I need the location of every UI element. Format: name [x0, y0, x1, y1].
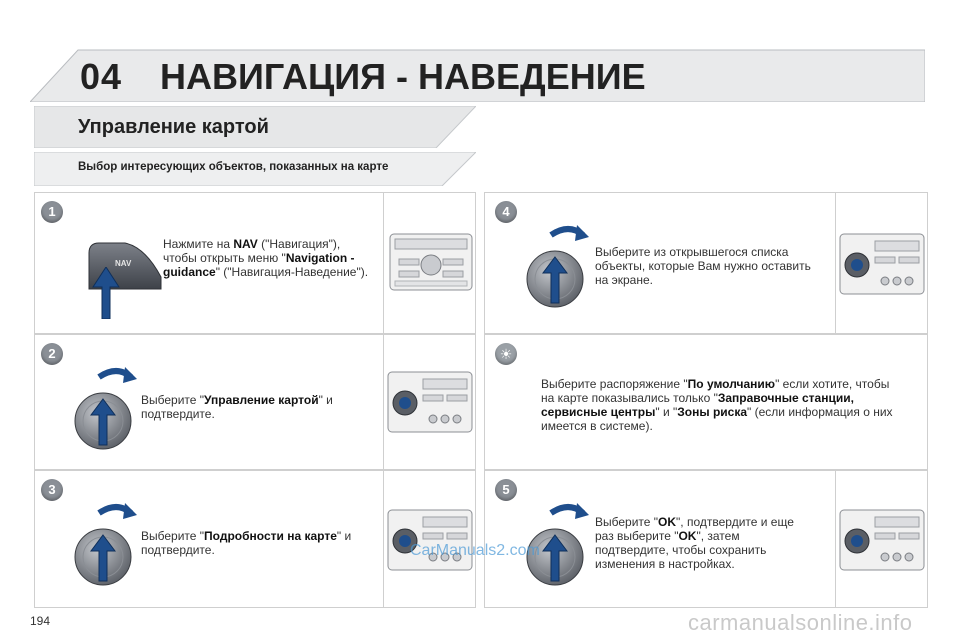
step-1-box	[34, 192, 476, 334]
tip-text: Выберите распоряжение "По умолчанию" если хотите, чтобы на карте показывались только "Заправочные станции, сервисные центры" и "Зоны риска" (если информация о них имеется в системе).	[541, 377, 893, 433]
step-3-divider	[383, 471, 384, 607]
rotary-knob-icon	[525, 223, 589, 315]
press-arrow-icon	[91, 267, 121, 319]
subsection-banner	[34, 152, 476, 186]
step-5-divider	[835, 471, 836, 607]
step-5-text: Выберите "OK", подтвердите и еще раз выберите "OK", затем подтвердите, чтобы сохранить изменения в настройках.	[595, 515, 794, 571]
tip-box	[484, 334, 928, 470]
rotary-knob-icon	[73, 501, 137, 593]
radio-unit-icon	[389, 233, 473, 291]
step-2-divider	[383, 335, 384, 469]
chapter-header	[30, 48, 925, 102]
rotary-knob-icon	[73, 365, 137, 457]
step-3-text: Выберите "Подробности на карте" и подтвердите.	[141, 529, 352, 557]
radio-unit-icon	[839, 233, 925, 295]
step-5-badge: 5	[495, 479, 517, 501]
radio-unit-icon	[387, 509, 473, 571]
subsection-title: Выбор интересующих объектов, показанных на карте	[78, 161, 389, 173]
chapter-title: НАВИГАЦИЯ - НАВЕДЕНИЕ	[160, 56, 646, 97]
sun-tip-icon: ☀	[495, 343, 517, 365]
section-banner	[34, 106, 476, 148]
section-title: Управление картой	[78, 116, 269, 138]
step-2-text: Выберите "Управление картой" и подтвердите.	[141, 393, 333, 421]
step-2-badge: 2	[41, 343, 63, 365]
step-4-badge: 4	[495, 201, 517, 223]
step-4-text: Выберите из открывшегося списка объекты, которые Вам нужно оставить на экране.	[595, 245, 811, 287]
watermark-corner: carmanualsonline.info	[688, 610, 913, 635]
step-5-box	[484, 470, 928, 608]
nav-button-label: NAV	[115, 259, 132, 268]
watermark-center: CarManuals2.com	[410, 542, 540, 559]
step-2-box	[34, 334, 476, 470]
step-4-box	[484, 192, 928, 334]
step-1-divider	[383, 193, 384, 333]
step-3-box	[34, 470, 476, 608]
radio-unit-icon	[387, 371, 473, 433]
step-1-text: Нажмите на NAV ("Навигация"), чтобы открыть меню "Navigation - guidance" ("Навигация-Наведение").	[163, 237, 369, 279]
step-3-badge: 3	[41, 479, 63, 501]
chapter-number: 04	[80, 56, 123, 97]
step-1-badge: 1	[41, 201, 63, 223]
page-number: 194	[30, 614, 51, 628]
radio-unit-icon	[839, 509, 925, 571]
step-4-divider	[835, 193, 836, 333]
